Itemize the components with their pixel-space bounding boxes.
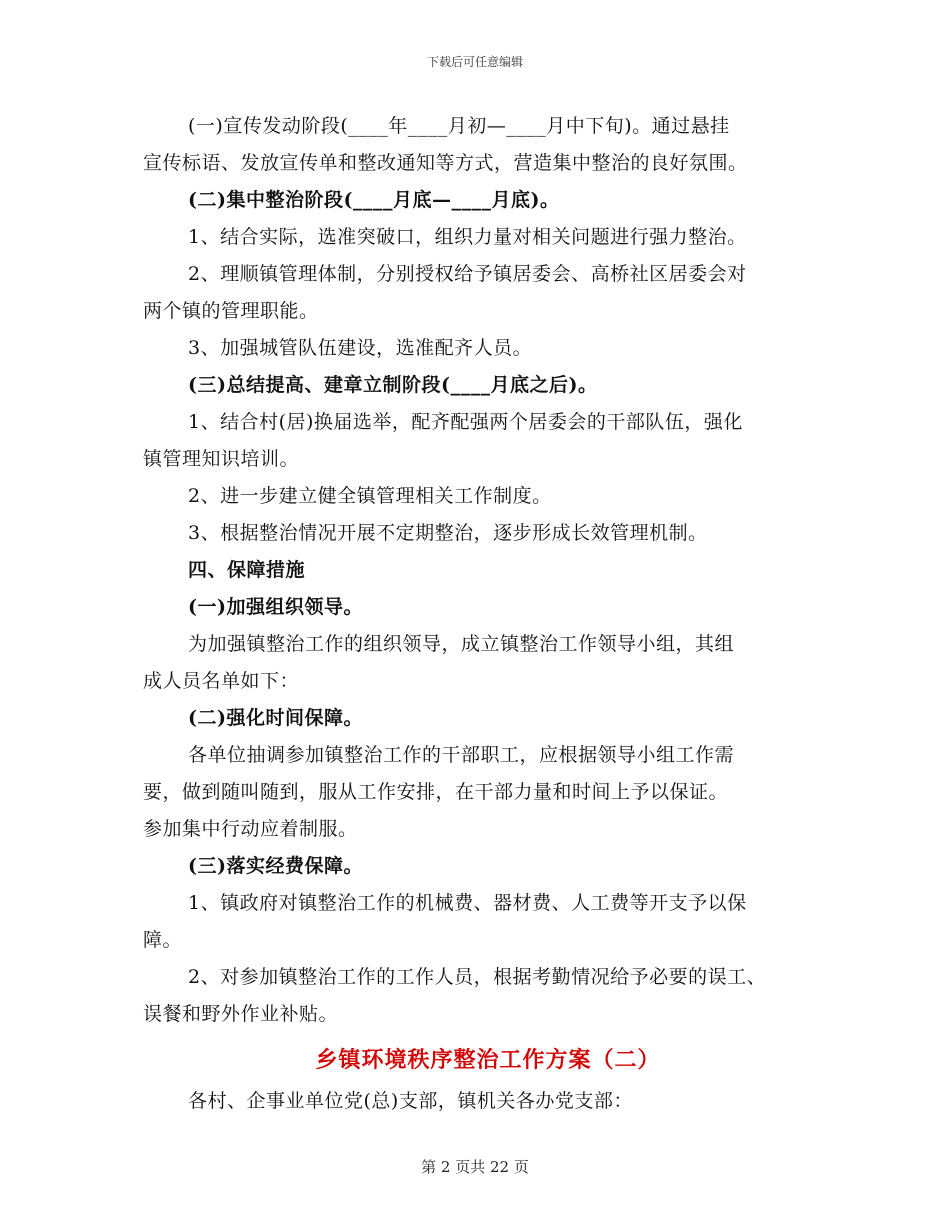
paragraph-line: 3、加强城管队伍建设，选准配齐人员。 [188,337,533,359]
paragraph-line: 误餐和野外作业补贴。 [143,1003,339,1025]
section-heading: 四、保障措施 [188,559,306,581]
paragraph-line: 镇管理知识培训。 [143,448,300,470]
paragraph-line: 两个镇的管理职能。 [143,300,319,322]
document-section-title: 乡镇环境秩序整治工作方案（二） [315,1047,661,1073]
paragraph-line: 2、进一步建立健全镇管理相关工作制度。 [188,485,552,507]
section-heading: (一)加强组织领导。 [188,596,363,618]
paragraph-line: 宣传标语、发放宣传单和整改通知等方式，营造集中整治的良好氛围。 [143,152,748,174]
page-header: 下载后可任意编辑 [426,55,523,69]
paragraph-line: 障。 [143,929,183,951]
paragraph-line: 2、理顺镇管理体制，分别授权给予镇居委会、高桥社区居委会对 [188,263,747,285]
paragraph-line: (一)宣传发动阶段(____年____月初—____月中下旬)。通过悬挂 [188,115,730,137]
section-heading: (三)总结提高、建章立制阶段(____月底之后)。 [188,374,598,396]
paragraph-line: 1、结合村(居)换届选举，配齐配强两个居委会的干部队伍，强化 [188,411,743,433]
section-heading: (三)落实经费保障。 [188,855,363,877]
paragraph-line: 各单位抽调参加镇整治工作的干部职工，应根据领导小组工作需 [188,744,735,766]
salutation-line: 各村、企事业单位党(总)支部，镇机关各办党支部： [188,1090,633,1112]
paragraph-line: 为加强镇整治工作的组织领导，成立镇整治工作领导小组，其组 [188,633,735,655]
section-heading: (二)集中整治阶段(____月底—____月底)。 [188,189,560,211]
document-body [143,108,833,1120]
section-heading: (二)强化时间保障。 [188,707,363,729]
paragraph-line: 成人员名单如下： [143,670,300,692]
paragraph-line: 3、根据整治情况开展不定期整治，逐步形成长效管理机制。 [188,522,708,544]
paragraph-line: 1、镇政府对镇整治工作的机械费、器材费、人工费等开支予以保 [188,892,747,914]
paragraph-line: 2、对参加镇整治工作的工作人员，根据考勤情况给予必要的误工、 [188,966,767,988]
page-number-footer: 第 2 页共 22 页 [421,1158,529,1176]
paragraph-line: 要，做到随叫随到，服从工作安排，在干部力量和时间上予以保证。 [143,781,729,803]
paragraph-line: 参加集中行动应着制服。 [143,818,358,840]
paragraph-line: 1、结合实际，选准突破口，组织力量对相关问题进行强力整治。 [188,226,747,248]
